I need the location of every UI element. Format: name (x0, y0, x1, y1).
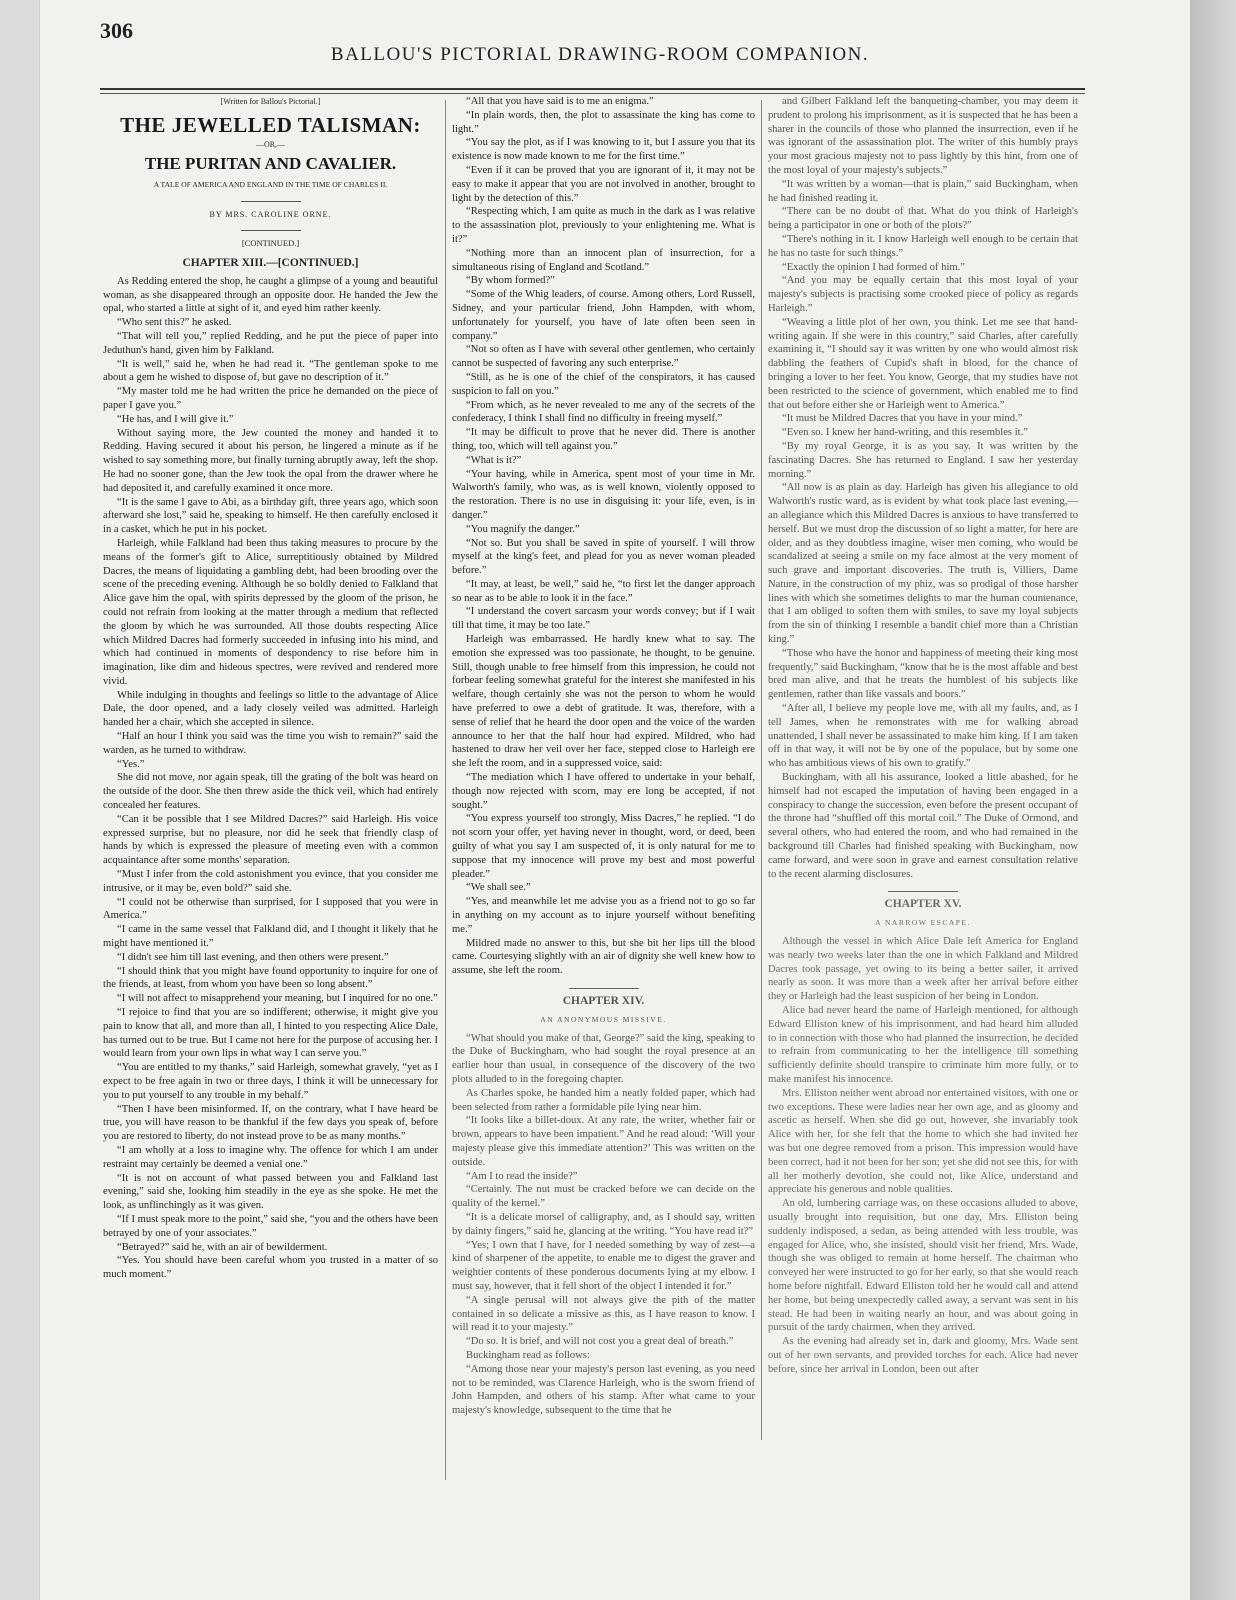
paragraph: “I should think that you might have found opportunity to inquire for one of the friends, at least, from whom you have been so long absent.” (103, 965, 438, 991)
paragraph: “Those who have the honor and happiness of meeting their king most frequently,” said Buckingham, “know that he is the most affable and best bred man alive, and that he treats the humblest of his subjects like gentlemen, rather than like vassals and boors.” (768, 647, 1078, 701)
chapter-heading: CHAPTER XIV. (562, 995, 645, 1007)
paragraph: “Respecting which, I am quite as much in the dark as I was relative to the assassination plot, previously to your enlightening me. What is it?” (452, 206, 755, 245)
paragraph: “Yes.” (117, 758, 145, 770)
paragraph: and Gilbert Falkland left the banqueting-chamber, you may deem it prudent to prolong his imprisonment, as it is suspected that he has been a sharer in the councils of those who planned the insurrection, even if he was ignorant of the assassination plot. The writer of this humbly prays your most gracious majesty not to pass lightly by this hint, from one of the most loyal of your majesty's subjects.” (768, 96, 1078, 176)
paragraph: “You say the plot, as if I was knowing to it, but I assure you that its existence is now made known to me for the first time.” (452, 137, 755, 163)
paragraph: “If I must speak more to the point,” said she, “you and the others have been betrayed by one of your associates.” (103, 1213, 438, 1239)
paragraph: An old, lumbering carriage was, on these occasions alluded to above, usually brought into requisition, but one day, Mrs. Elliston being suddenly indisposed, a sedan, as being attended with less trouble, was engaged for Alice, who, she insisted, should visit her friend, Mrs. Wade, though she was obliged to remain at home herself. The chairman who conveyed her were instructed to go for her early, so that she would reach home before nightfall. Edward Elliston told her he would call and attend her home, but being unexpectedly called away, a servant was sent in his stead. He had been in waiting nearly an hour, and was about going in pursuit of the tardy chairmen, when they arrived. (768, 1198, 1078, 1334)
paragraph: “You express yourself too strongly, Miss Dacres,” he replied. “I do not scorn your offer, yet having never in thought, word, or deed, been guilty of what you say I am suspected of, it is only natural for me to suppose that my innocence will prove my best and most powerful pleader.” (452, 813, 755, 880)
paragraph: “I could not be otherwise than surprised, for I supposed that you were in America.” (103, 896, 438, 922)
paragraph: “Then I have been misinformed. If, on the contrary, what I have heard be true, you will have reason to be thankful if the few days you speak of, before you are restored to liberty, do not instead prove to be as many months.” (103, 1103, 438, 1143)
masthead: BALLOU'S PICTORIAL DRAWING-ROOM COMPANION. (330, 44, 870, 65)
chapter-heading: CHAPTER XV. (884, 898, 962, 911)
paragraph: “Am I to read the inside?” (466, 1170, 578, 1182)
paragraph: “I rejoice to find that you are so indifferent; otherwise, it might give you pain to know that all, and more than all, I hinted to you respecting Alice Dale, has turned out to be true. But I came not here for the purpose of accusing her. I would learn from your own lips in what way I can serve you.” (103, 1007, 438, 1060)
paragraph: “Do so. It is brief, and will not cost you a great deal of breath.” (466, 1336, 734, 1348)
paragraph: “By whom formed?” (466, 275, 555, 287)
column-1 (103, 95, 438, 1555)
column-2-body-bottom (452, 1032, 755, 1418)
paragraph: Although the vessel in which Alice Dale left America for England was nearly two weeks later than the one in which Falkland and Mildred Dacres took passage, yet owing to its being a better sailer, it arrived nearly as soon. It was more than a week after her arrival before either they or Harleigh had the least suspicion of her being in London. (768, 936, 1078, 1003)
divider (569, 988, 639, 989)
paragraph: “All that you have said is to me an enigma.” (466, 96, 654, 107)
chapter-subheading: A NARROW ESCAPE. (875, 918, 971, 928)
column-2-body-top (452, 95, 755, 978)
paragraph: She did not move, nor again speak, till the grating of the bolt was heard on the outside of the door. She then threw aside the thick veil, which had entirely concealed her features. (103, 772, 438, 812)
paragraph: “Not so often as I have with several other gentlemen, who certainly cannot be suspected of favoring any such enterprise.” (452, 344, 755, 370)
paragraph: “Some of the Whig leaders, of course. Among others, Lord Russell, Sidney, and your particular friend, John Hampden, with whom, unfortunately for yourself, you have of late often been seen in company.” (452, 289, 755, 342)
paragraph: “It looks like a billet-doux. At any rate, the writer, whether fair or brown, appears to have been impatient.” And he read aloud: ‘Will your majesty please give this immediate attention?’ This was written on the outside. (452, 1115, 755, 1168)
paragraph: “Nothing more than an innocent plan of insurrection, for a simultaneous rising of England and Scotland.” (452, 247, 755, 273)
paragraph: “You magnify the danger.” (466, 523, 580, 535)
paragraph: “Must I infer from the cold astonishment you evince, that you consider me intrusive, or it may be, even bold?” said she. (103, 869, 438, 894)
paragraph: Mildred made no answer to this, but she bit her lips till the blood came. Courtesying slightly with an air of dignity she well knew how to assume, she left the room. (452, 937, 755, 977)
paragraph: “And you may be equally certain that this most loyal of your majesty's subjects is practising some crooked piece of policy as regards Harleigh.” (768, 275, 1078, 314)
paragraph: “Betrayed?” said he, with an air of bewilderment. (117, 1241, 328, 1253)
paragraph: Mrs. Elliston neither went abroad nor entertained visitors, with one or two exceptions. These were ladies near her own age, and as gloomy and ascetic as herself. When she did go out, however, she invariably took Alice with her, for she felt that the home to which she had invited her was but one degree removed from a prison. This impression would have been correct, had it not been for her son; yet she did not see this, for with all her motherly devotion, she could not, like Alice, understand and appreciate his generous and noble qualities. (768, 1087, 1078, 1196)
paragraph: As Redding entered the shop, he caught a glimpse of a young and beautiful woman, as she disappeared through an opposite door. He handed the Jew the opal, who started a little at sight of it, and eyed him rather keenly. (103, 275, 438, 315)
page-edge-shadow (1190, 0, 1236, 1600)
paragraph: “The mediation which I have offered to undertake in your behalf, though now rejected with scorn, may ere long be accepted, if not sought.” (452, 772, 755, 811)
story-or: —OR,— (255, 139, 286, 149)
column-rule-2 (761, 100, 762, 1440)
story-title: THE JEWELLED TALISMAN: (120, 112, 421, 137)
story-byline: BY MRS. CAROLINE ORNE. (209, 210, 332, 220)
column-rule-1 (445, 100, 446, 1480)
paragraph: “It may be difficult to prove that he never did. There is another thing, too, which will tell against you.” (452, 427, 755, 452)
divider (888, 891, 958, 892)
paragraph: Without saying more, the Jew counted the money and handed it to Redding. Having secured it about his person, he lingered a minute as if he wished to say something more, but finally turning abruptly away, left the shop. He had no sooner gone, than the Jew took the opal from the drawer where he had deposited it, and carefully examined it once more. (103, 427, 438, 494)
paragraph: “It is a delicate morsel of calligraphy, and, as I should say, written by dainty fingers,” said he, glancing at the writing. “You have read it?” (452, 1211, 755, 1237)
paragraph: “Among those near your majesty's person last evening, as you need not to be reminded, was Clarence Harleigh, who is the sworn friend of John Hampden, and others of his stamp. After what came to your majesty's knowledge, subsequent to the time that he (452, 1363, 755, 1417)
chapter-heading: CHAPTER XIII.—[CONTINUED.] (182, 256, 359, 269)
divider (241, 201, 301, 202)
divider (241, 230, 301, 231)
paragraph: “I understand the covert sarcasm your words convey; but if I wait till that time, it may be too late.” (452, 606, 755, 632)
paragraph: “Not so. But you shall be saved in spite of yourself. I will throw myself at the king's feet, and plead for you as never woman pleaded before.” (452, 537, 755, 577)
paragraph: “Weaving a little plot of her own, you think. Let me see that hand-writing again. If she were in this country,” said Charles, after carefully examining it, “I should say it was written by one who would almost risk dabbling the feathers of Cupid's shaft in blood, for the chance of bringing a lover to her feet. You know, George, that my studies have not been restricted to the science of government, which enabled me to find that out before either she or Harleigh went to America.” (768, 316, 1078, 411)
paragraph: “In plain words, then, the plot to assassinate the king has come to light.” (452, 109, 755, 135)
paragraph: “By my royal George, it is as you say. It was written by the fascinating Dacres. She has returned to England. I saw her yesterday morning.” (768, 440, 1078, 480)
continued-label: [CONTINUED.] (241, 238, 300, 249)
paragraph: “Yes. You should have been careful whom you trusted in a matter of so much moment.” (103, 1255, 438, 1281)
paragraph: Harleigh was embarrassed. He hardly knew what to say. The emotion she expressed was too passionate, he thought, to be genuine. Still, though unable to free himself from this impression, he could not forbear feeling somewhat grateful for the interest she manifested in his welfare, though certainly she was not the person to whom he would have preferred to owe a debt of gratitude. It was, therefore, with a sense of relief that he heard the door open and the voice of the warden announce to her that the half hour had expired. Mildred, who had hastened to draw her veil over her face, stepped close to Harleigh ere she left the room, and in a suppressed voice, said: (452, 634, 755, 770)
paragraph: Alice had never heard the name of Harleigh mentioned, for although Edward Elliston knew of his imprisonment, and had heard him alluded to in connection with those who had planned the insurrection, he decided to refrain from communicating to her the intelligence till something sufficiently definite should transpire to criminate him more fully, or to make manifest his innocence. (768, 1005, 1078, 1085)
story-tagline: A TALE OF AMERICA AND ENGLAND IN THE TIME OF CHARLES II. (153, 179, 388, 189)
header-rule (100, 88, 1085, 94)
paragraph: “What should you make of that, George?” said the king, speaking to the Duke of Buckingham, who had sought the royal presence at an earlier hour than usual, in consequence of the discovery of the two plots alluded to in the foregoing chapter. (452, 1032, 755, 1085)
paragraph: “There's nothing in it. I know Harleigh well enough to be certain that he has no taste for such things.” (768, 233, 1078, 259)
paragraph: “Still, as he is one of the chief of the conspirators, it has caused suspicion to fall on you.” (452, 371, 755, 397)
paragraph: “We shall see.” (466, 882, 531, 894)
paragraph: “Who sent this?” he asked. (117, 317, 232, 329)
paragraph: “It is not on account of what passed between you and Falkland last evening,” said she, looking him steadily in the eye as she spoke. He met the look, as unflinchingly as it was given. (103, 1172, 438, 1212)
paragraph: “Exactly the opinion I had formed of him.” (782, 261, 965, 273)
paragraph: “My master told me he had written the price he demanded on the piece of paper I gave you.” (103, 386, 438, 411)
paragraph: As the evening had already set in, dark and gloomy, Mrs. Wade sent out of her own servants, and provided torches for each. Alice had never before, since her arrival in London, been out after (768, 1336, 1078, 1375)
page-number: 306 (100, 18, 133, 43)
paragraph: “It must be Mildred Dacres that you have in your mind.” (782, 413, 1023, 425)
paragraph: While indulging in thoughts and feelings so little to the advantage of Alice Dale, the door opened, and a lady closely veiled was admitted. Harleigh handed her a chair, which she accepted in silence. (103, 689, 438, 729)
column-3-body-bottom (768, 935, 1078, 1377)
paragraph: “What is it?” (466, 454, 522, 466)
paragraph: “I will not affect to misapprehend your meaning, but I inquired for no one.” (117, 993, 438, 1005)
paragraph: “Can it be possible that I see Mildred Dacres?” said Harleigh. His voice expressed surprise, but no pleasure, nor did he seek that friendly clasp of hands by which is expressed the pleasure of meeting even with a common acquaintance after some months' separation. (103, 813, 438, 867)
paragraph: “He has, and I will give it.” (117, 413, 234, 425)
paragraph: As Charles spoke, he handed him a neatly folded paper, which had been selected from rather a formidable pile lying near him. (452, 1087, 755, 1113)
paragraph: “I am wholly at a loss to imagine why. The offence for which I am under restraint may certainly be deemed a venial one.” (103, 1144, 438, 1170)
chapter-subheading: AN ANONYMOUS MISSIVE. (540, 1014, 667, 1024)
paragraph: “Even if it can be proved that you are ignorant of it, it may not be easy to make it appear that you are not involved in another, brought to light by the detection of this.” (452, 164, 755, 204)
paragraph: “All now is as plain as day. Harleigh has given his allegiance to old Walworth's rustic ward, as is evident by what took place last evening,—an allegiance which this Mildred Dacres is anxious to have transferred to herself. But we must drop the discussion of so light a matter, for here are older, and as they doubtless imagine, wiser men coming, who would be scandalized at seeing a smile on my face almost at the very moment of such grave and important discoveries. The truth is, Villiers, Dame Nature, in the construction of my phiz, was so prodigal of those harsher lines with which she sometimes delights to mar the human countenance, that I am obliged to soften them with smiles, to save my loyal subjects from the sin of thinking I resemble a bandit chief more than a Christian king.” (768, 482, 1078, 646)
paragraph: “You are entitled to my thanks,” said Harleigh, somewhat gravely, “yet as I expect to be free again in two or three days, I think it will be unnecessary for you to put yourself to any trouble in my behalf.” (103, 1062, 438, 1101)
story-subtitle: THE PURITAN AND CAVALIER. (144, 153, 397, 173)
paragraph: “It is the same I gave to Abi, as a birthday gift, three years ago, which soon afterward she lost,” said he, speaking to himself. He then carefully enclosed it in a casket, which he put in his pocket. (103, 496, 438, 536)
paragraph: “It was written by a woman—that is plain,” said Buckingham, when he had finished reading it. (768, 178, 1078, 204)
column-1-body (103, 275, 438, 1282)
column-3 (768, 95, 1078, 1395)
column-2 (452, 95, 755, 1455)
paragraph: “It may, at least, be well,” said he, “to first let the danger approach so near as to be able to look it in the face.” (452, 578, 755, 604)
paragraph: “Certainly. The nut must be cracked before we can decide on the quality of the kernel.” (452, 1184, 755, 1210)
paragraph: Harleigh, while Falkland had been thus taking measures to procure by the means of the former's gift to Alice, surreptitiously obtained by Mildred Dacres, the means of liquidating a gambling debt, had been brooding over the scene of the preceding evening. Although he so boldly denied to Falkland that Alice gave him the opal, with spirits depressed by the gloom of the prison, he could not refrain from looking at the matter through a medium that reflected the gloom by which he was surrounded. All those doubts respecting Alice which Mildred Dacres had formerly succeeded in infusing into his mind, and which had continued in moments of despondency to rise before him in imagination, like dim and hideous spectres, were revived and rendered more vivid. (103, 537, 438, 687)
paragraph: “A single perusal will not always give the pith of the matter contained in so delicate a missive as this, as I have reason to know. I will read it to your majesty.” (452, 1294, 755, 1334)
paragraph: “Yes, and meanwhile let me advise you as a friend not to go so far in anything on my account as to injure yourself without benefiting me.” (452, 896, 755, 935)
paragraph: “Yes; I own that I have, for I needed something by way of zest—a kind of sharpener of the appetite, to enable me to digest the graver and weightier contents of these ponderous documents lying at my elbow. I must say, however, that it fell short of the object I intended it for.” (452, 1239, 755, 1292)
paragraph: “Half an hour I think you said was the time you wish to remain?” said the warden, as he turned to withdraw. (103, 731, 438, 756)
story-credit: [Written for Ballou's Pictorial.] (220, 97, 321, 106)
paragraph: “It is well,” said he, when he had read it. “The gentleman spoke to me about a gem he wished to dispose of, but gave no description of it.” (103, 358, 438, 384)
paragraph: Buckingham, with all his assurance, looked a little abashed, for he himself had not escaped the imputation of having been engaged in a conspiracy to change the succession, even before the present occupant of the throne had “shuffled off this mortal coil.” The Duke of Ormond, and several others, who had entered the room, and who had remained in the background till Charles had finished speaking with Buckingham, now came forward, and were soon in grave and earnest consultation relative to the recent alarming disclosures. (768, 772, 1078, 880)
paragraph: “That will tell you,” replied Redding, and he put the piece of paper into Jeduthun's hand, given him by Falkland. (103, 330, 438, 356)
paragraph: “Even so. I knew her hand-writing, and this resembles it.” (782, 427, 1028, 439)
paragraph: “After all, I believe my people love me, with all my faults, and, as I tell James, when he remonstrates with me for walking abroad unattended, I shall never be assassinated to make him king. If I am taken off in that way, it will not be by one of the populace, but by some one who has ambitious views of his own to gratify.” (768, 703, 1078, 770)
paragraph: Buckingham read as follows: (466, 1349, 590, 1361)
paragraph: “There can be no doubt of that. What do you think of Harleigh's being a participator in one or both of the plots?” (768, 206, 1078, 232)
paragraph: “I didn't see him till last evening, and then others were present.” (117, 951, 389, 963)
paragraph: “From which, as he never revealed to me any of the secrets of the confederacy, I think I shall find no difficulty in freeing myself.” (452, 399, 755, 425)
column-3-body-top (768, 95, 1078, 881)
paragraph: “Your having, while in America, spent most of your time in Mr. Walworth's family, who was, as is well known, violently opposed to the restoration. There is no use in disguising it: your life, even, is in danger.” (452, 468, 755, 521)
paragraph: “I came in the same vessel that Falkland did, and I thought it likely that he might have mentioned it.” (103, 924, 438, 950)
